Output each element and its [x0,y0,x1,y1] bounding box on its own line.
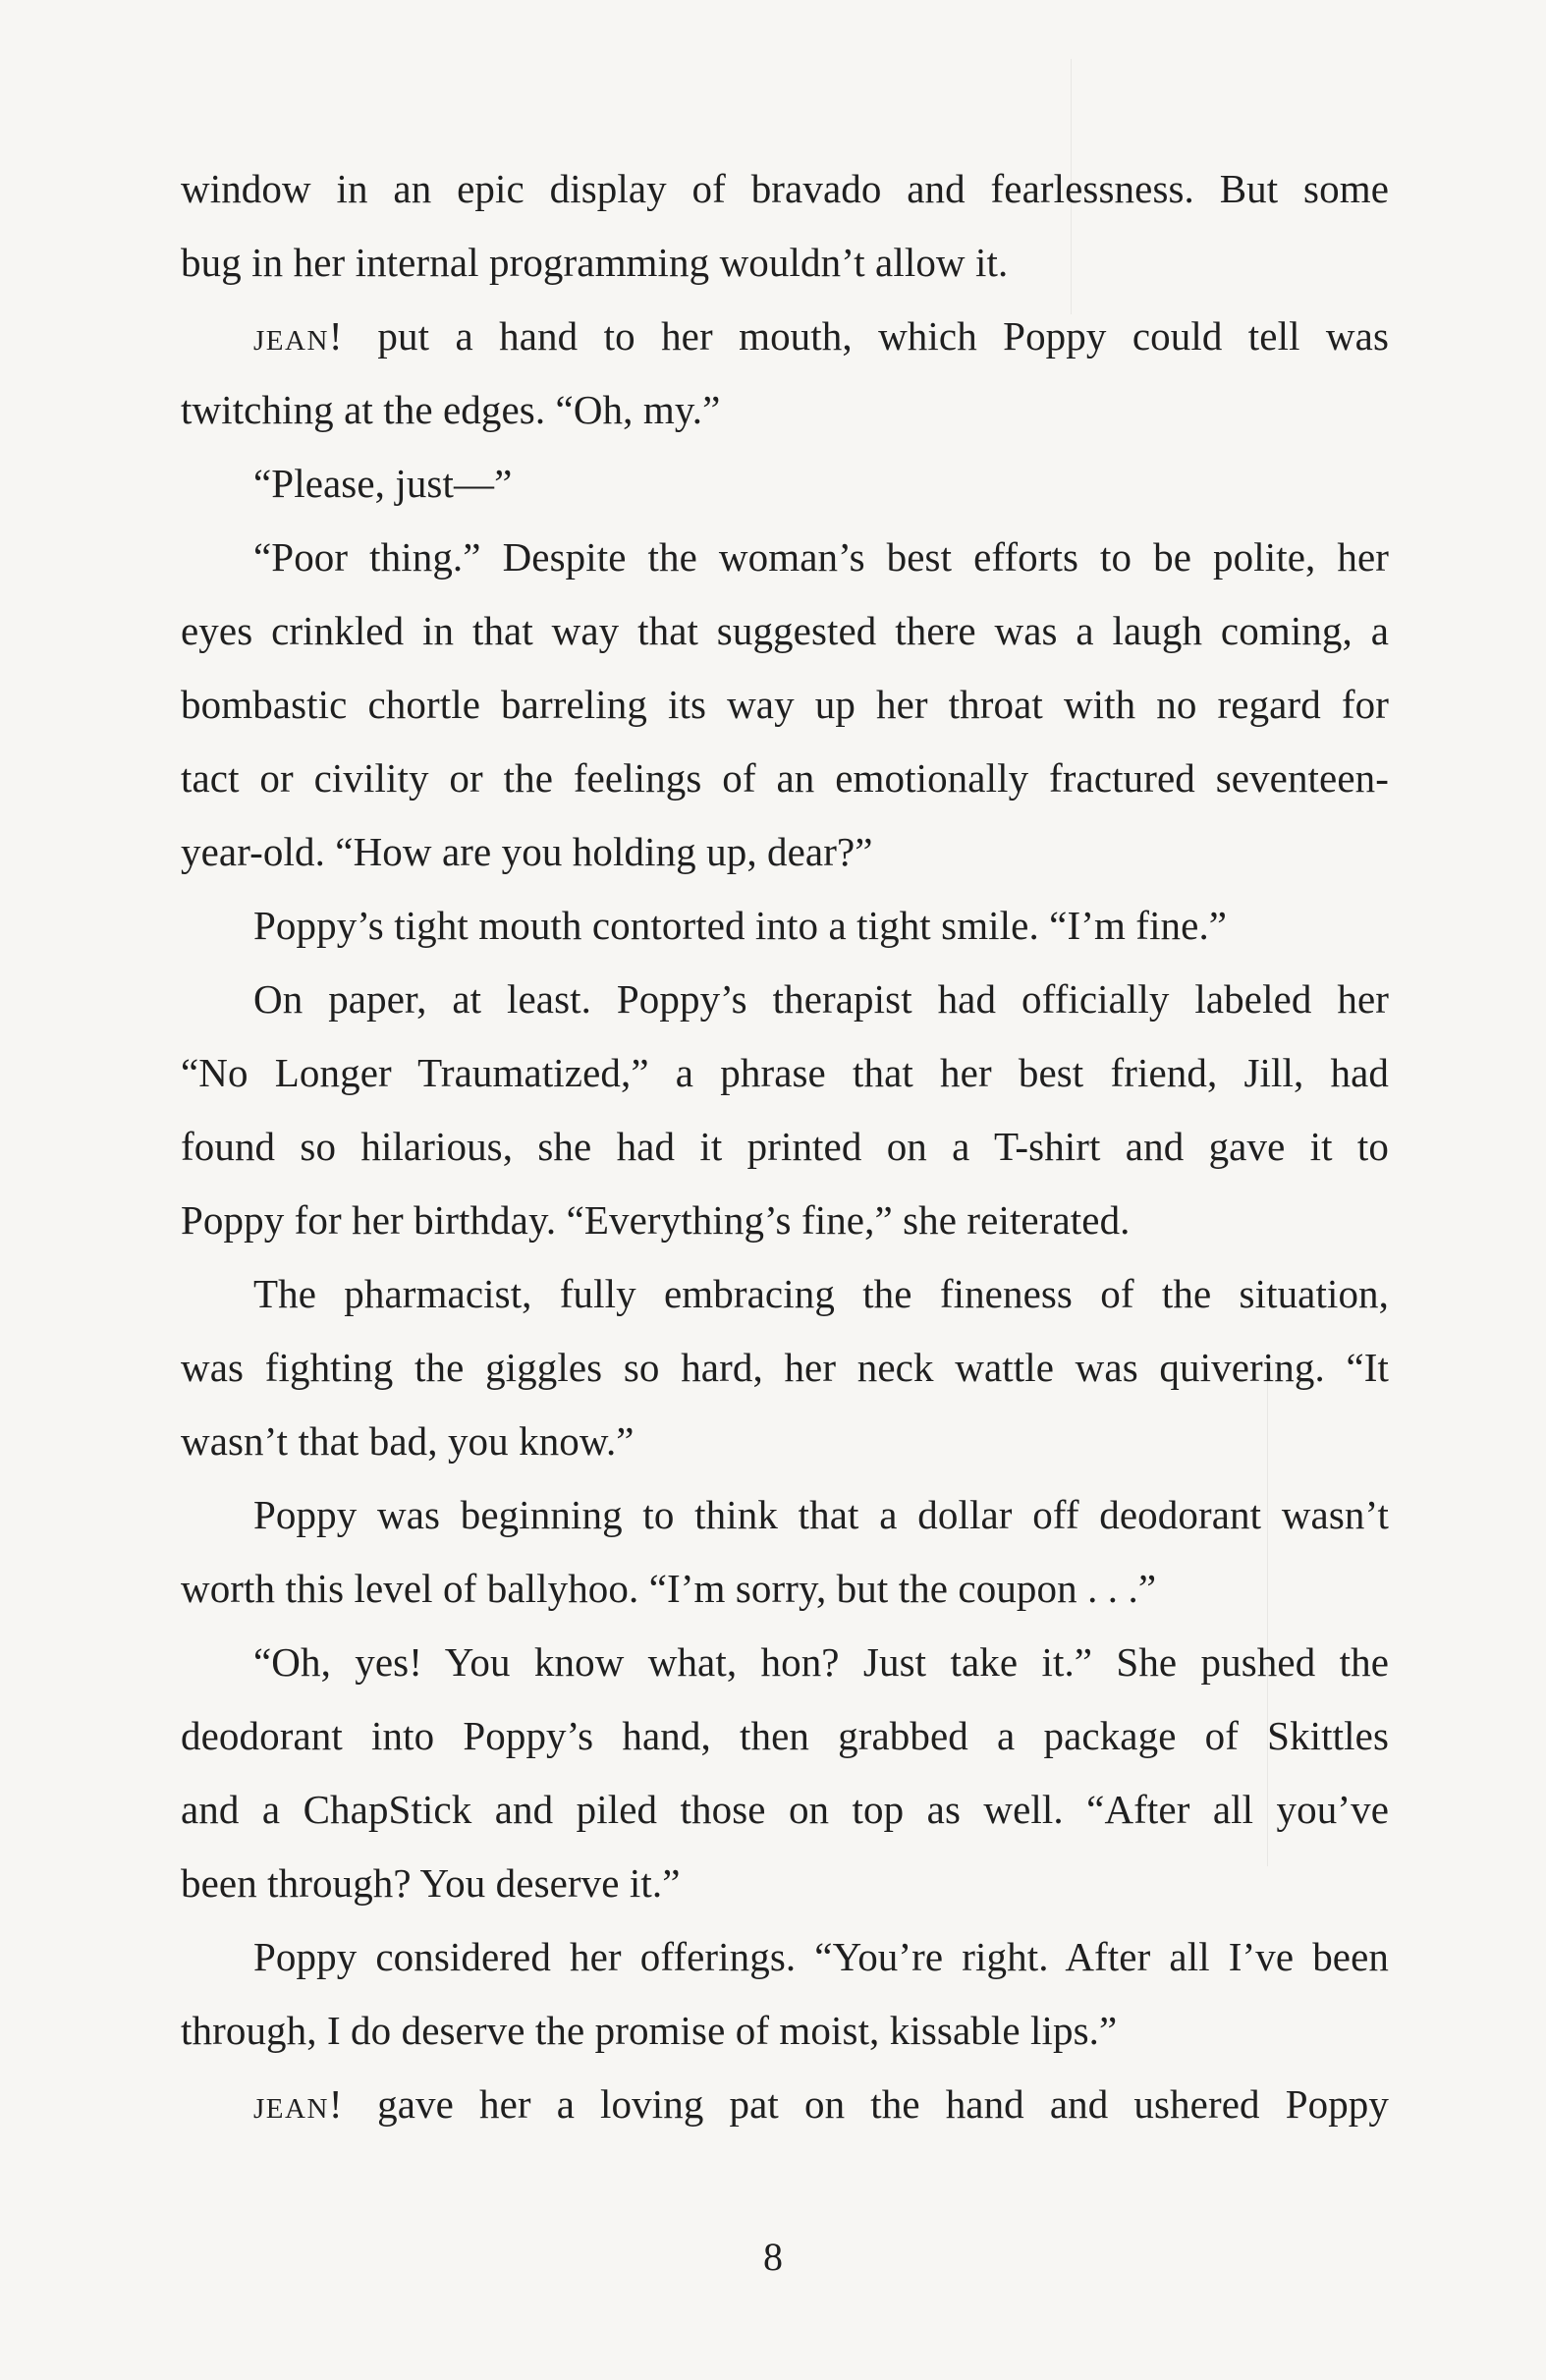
line-text: bombastic chortle barreling its way up her throat with no regard for [181,682,1389,727]
text-line [181,152,1389,226]
line-text: Poppy considered her offerings. “You’re right. After all I’ve been [253,1934,1389,1979]
line-text: deodorant into Poppy’s hand, then grabbed a package of Skittles [181,1713,1389,1758]
line-text: been through? You deserve it.” [181,1860,681,1906]
text-line [181,373,1389,447]
line-text: was fighting the giggles so hard, her neck wattle was quivering. “It [181,1345,1389,1390]
body-text [181,152,1389,2141]
line-text: Poppy for her birthday. “Everything’s fine,” she reiterated. [181,1197,1131,1243]
text-line [181,1331,1389,1405]
text-line [181,1773,1389,1847]
line-text: gave her a loving pat on the hand and ushered Poppy [352,2081,1389,2127]
line-text: Poppy’s tight mouth contorted into a tight smile. “I’m fine.” [253,903,1228,948]
text-line [181,1552,1389,1626]
text-line [181,1920,1389,1994]
text-line [181,1626,1389,1699]
line-text: tact or civility or the feelings of an emotionally fractured seventeen- [181,755,1389,801]
text-line [181,594,1389,668]
text-line [181,300,1389,373]
text-line [181,226,1389,300]
page-number: 8 [763,2235,783,2279]
line-text: found so hilarious, she had it printed on a T-shirt and gave it to [181,1124,1389,1169]
text-line [181,1699,1389,1773]
text-line [181,521,1389,594]
line-text: through, I do deserve the promise of moist, kissable lips.” [181,2008,1118,2053]
line-text: bug in her internal programming wouldn’t allow it. [181,240,1009,285]
text-line [181,2068,1389,2141]
text-line [181,1994,1389,2068]
text-line [181,1036,1389,1110]
text-line [181,963,1389,1036]
text-line [181,815,1389,889]
text-line [181,1405,1389,1478]
text-line [181,742,1389,815]
line-text: twitching at the edges. “Oh, my.” [181,387,721,432]
line-text: worth this level of ballyhoo. “I’m sorry, but the coupon . . .” [181,1566,1157,1611]
text-line [181,889,1389,963]
line-text: put a hand to her mouth, which Poppy could tell was [352,313,1389,359]
line-text: “Oh, yes! You know what, hon? Just take it.” She pushed the [253,1639,1389,1685]
text-line [181,668,1389,742]
line-text: Poppy was beginning to think that a dollar off deodorant wasn’t [253,1492,1389,1537]
text-line [181,1184,1389,1257]
line-text: and a ChapStick and piled those on top as well. “After all you’ve [181,1787,1389,1832]
speaker-name: jean! [253,313,345,359]
text-line [181,1257,1389,1331]
line-text: “Poor thing.” Despite the woman’s best efforts to be polite, her [253,534,1389,580]
line-text: The pharmacist, fully embracing the fineness of the situation, [253,1271,1389,1316]
line-text: On paper, at least. Poppy’s therapist had officially labeled her [253,976,1389,1022]
text-line [181,1478,1389,1552]
line-text: window in an epic display of bravado and fearlessness. But some [181,166,1389,211]
line-text: “No Longer Traumatized,” a phrase that her best friend, Jill, had [181,1050,1389,1095]
text-line [181,1110,1389,1184]
line-text: eyes crinkled in that way that suggested there was a laugh coming, a [181,608,1389,653]
text-line [181,447,1389,521]
text-line [181,1847,1389,1920]
line-text: year-old. “How are you holding up, dear?” [181,829,873,874]
speaker-name: jean! [253,2081,345,2127]
line-text: wasn’t that bad, you know.” [181,1418,635,1464]
line-text: “Please, just—” [253,461,513,506]
